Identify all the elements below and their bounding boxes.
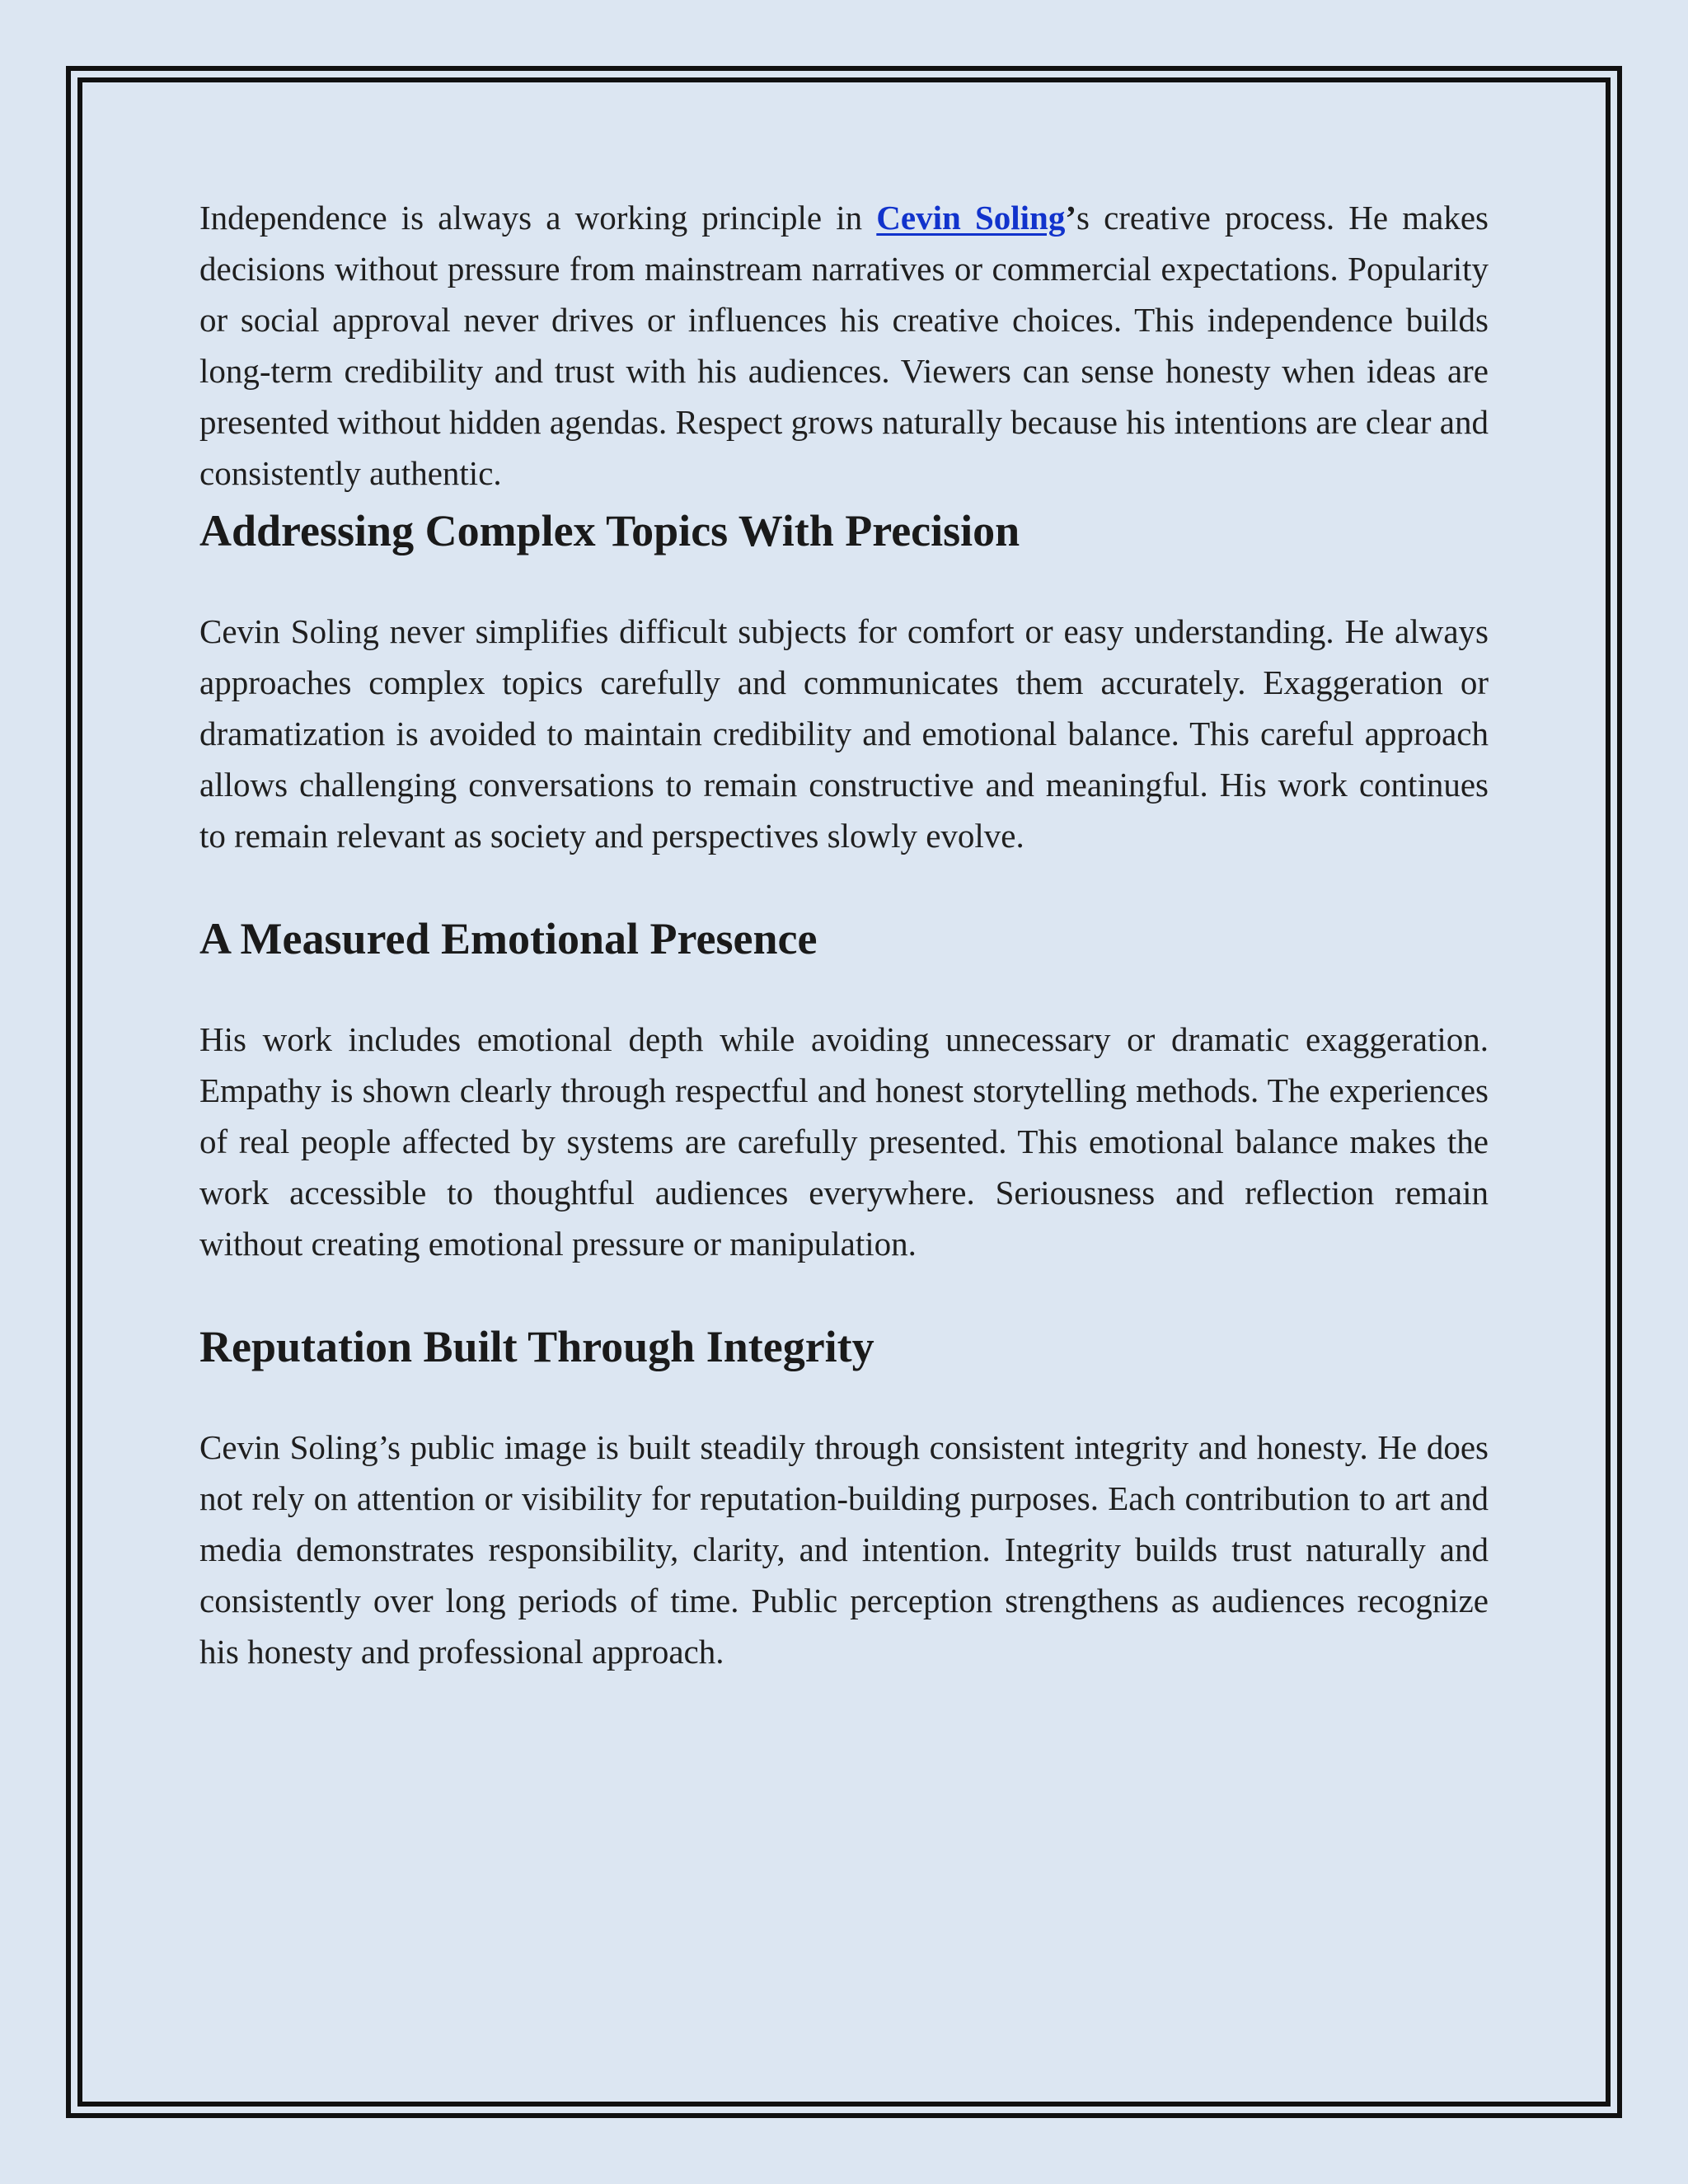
section-paragraph-reputation: Cevin Soling’s public image is built steadily through consistent integrity and honesty. He does not rely on attention or visibility for reputation-building purposes. Each contribution to art and media demonstrates responsibility, clarity, and intention. Integrity builds trust naturally and consistently over long periods of time. Public perception strengthens as audiences recognize his honesty and professional approach. — [199, 1428, 1489, 1671]
section-paragraph-complex-topics: Cevin Soling never simplifies difficult subjects for comfort or easy understanding. He always approaches complex topics carefully and communicates them accurately. Exaggeration or dramatization is avoided to maintain credibility and emotional balance. This careful approach allows challenging conversations to remain constructive and meaningful. His work continues to remain relevant as society and perspectives slowly evolve. — [199, 612, 1489, 855]
section-paragraph-emotional-presence: His work includes emotional depth while avoiding unnecessary or dramatic exaggeration. Empathy is shown clearly through respectful and honest storytelling methods. The experiences of real people affected by systems are carefully presented. This emotional balance makes the work accessible to thoughtful audiences everywhere. Seriousness and reflection remain without creating emotional pressure or manipulation. — [199, 1020, 1489, 1263]
cevin-soling-link[interactable]: Cevin Soling — [876, 199, 1066, 237]
document-body — [199, 192, 1489, 1677]
section-heading-emotional-presence: A Measured Emotional Presence — [199, 914, 818, 963]
intro-text-end: s creative process. He makes decisions without pressure from mainstream narratives or commercial expectations. Popularity or social approval never drives or influences his creative choices. This independence builds long-term credibility and trust with his audiences. Viewers can sense honesty when ideas are presented without hidden agendas. Respect grows naturally because his intentions are clear and consistently authentic. — [199, 199, 1489, 492]
intro-text-start: Independence is always a working principle in — [199, 199, 877, 237]
section-heading-reputation: Reputation Built Through Integrity — [199, 1322, 874, 1371]
intro-apostrophe: ’ — [1065, 199, 1076, 237]
section-heading-complex-topics: Addressing Complex Topics With Precision — [199, 506, 1020, 555]
intro-paragraph — [199, 192, 1489, 499]
